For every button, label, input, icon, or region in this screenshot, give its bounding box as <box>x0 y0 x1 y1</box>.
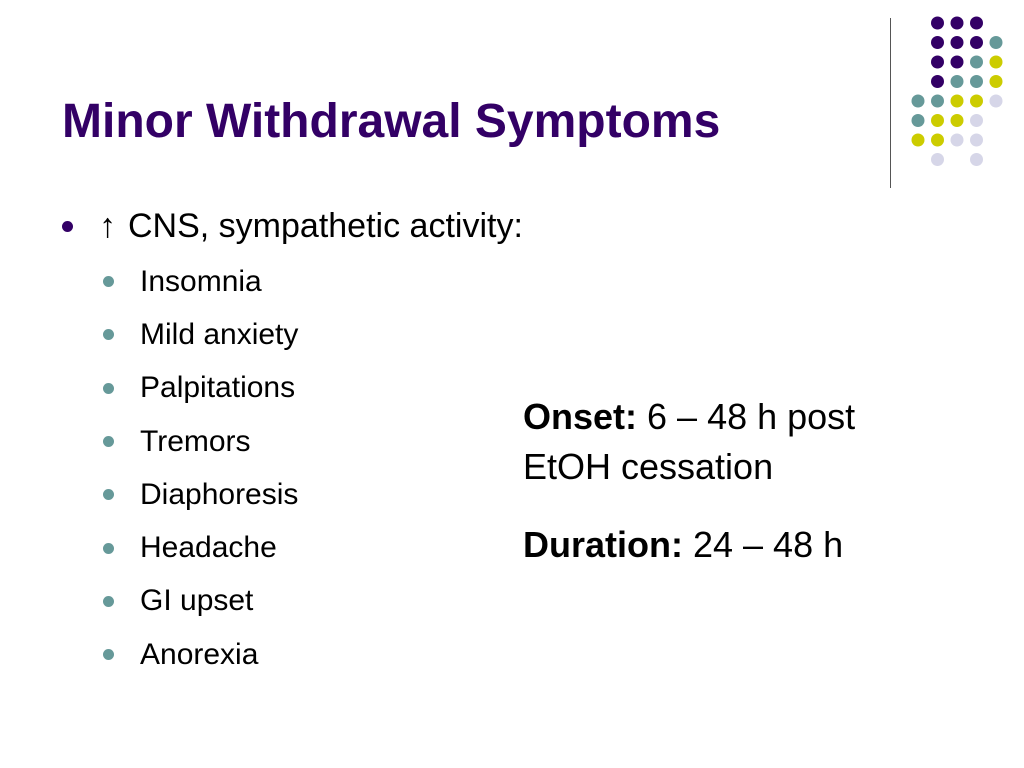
decor-dot-teal <box>912 114 925 127</box>
decor-dot-purple <box>970 17 983 30</box>
decor-dot-teal <box>931 95 944 108</box>
symptom-text: GI upset <box>140 584 254 618</box>
symptom-text: Headache <box>140 531 277 565</box>
decor-dot-lavender <box>970 153 983 166</box>
decor-dot-yellow <box>951 95 964 108</box>
decor-dot-teal <box>912 95 925 108</box>
symptom-text: Insomnia <box>140 264 262 298</box>
decor-dot-yellow <box>990 75 1003 88</box>
symptom-list <box>103 255 298 681</box>
sub-bullet-marker <box>103 276 114 287</box>
list-item <box>103 308 298 361</box>
symptom-text: Mild anxiety <box>140 317 299 351</box>
onset-value-line1: 6 – 48 h post <box>637 396 856 437</box>
decor-dot-teal <box>990 36 1003 49</box>
sub-bullet-marker <box>103 436 114 447</box>
decor-dot-lavender <box>951 134 964 147</box>
list-item <box>103 415 298 468</box>
decor-dot-purple <box>931 56 944 69</box>
decor-dot-purple <box>970 36 983 49</box>
sub-bullet-marker <box>103 596 114 607</box>
decor-dot-lavender <box>970 134 983 147</box>
decor-dot-yellow <box>931 114 944 127</box>
sub-bullet-marker <box>103 543 114 554</box>
sub-bullet-marker <box>103 489 114 500</box>
decor-dot-purple <box>931 17 944 30</box>
decor-dot-purple <box>931 75 944 88</box>
decor-dot-teal <box>951 75 964 88</box>
decor-dot-purple <box>951 56 964 69</box>
symptom-text: Diaphoresis <box>140 477 299 511</box>
list-item <box>103 362 298 415</box>
sub-bullet-marker <box>103 649 114 660</box>
duration-label: Duration: <box>523 524 683 565</box>
decor-dot-yellow <box>990 56 1003 69</box>
onset-duration-box <box>523 392 963 570</box>
slide-title: Minor Withdrawal Symptoms <box>62 95 721 148</box>
symptom-text: Anorexia <box>140 637 259 671</box>
main-bullet-marker <box>62 221 73 232</box>
decor-dot-lavender <box>970 114 983 127</box>
symptom-text: Tremors <box>140 424 251 458</box>
decor-dot-teal <box>970 75 983 88</box>
list-item <box>103 521 298 574</box>
list-item <box>103 468 298 521</box>
up-arrow-icon: ↑ <box>99 206 116 245</box>
list-item <box>103 575 298 628</box>
sub-bullet-marker <box>103 329 114 340</box>
decor-dot-purple <box>931 36 944 49</box>
onset-value-line2: EtOH cessation <box>523 446 774 487</box>
decor-dot-purple <box>951 17 964 30</box>
main-bullet <box>62 203 523 249</box>
onset-label: Onset: <box>523 396 638 437</box>
symptom-text: Palpitations <box>140 371 296 405</box>
duration-text <box>523 520 963 570</box>
onset-text <box>523 392 963 492</box>
decor-dot-purple <box>951 36 964 49</box>
list-item <box>103 628 298 681</box>
decor-dot-yellow <box>970 95 983 108</box>
decorative-dot-grid <box>0 0 1024 200</box>
sub-bullet-marker <box>103 383 114 394</box>
list-item <box>103 255 298 308</box>
decor-dot-lavender <box>990 95 1003 108</box>
decor-dot-yellow <box>951 114 964 127</box>
decor-dot-lavender <box>931 153 944 166</box>
main-bullet-text: CNS, sympathetic activity: <box>128 206 523 245</box>
decor-dot-yellow <box>931 134 944 147</box>
duration-value: 24 – 48 h <box>682 524 844 565</box>
decor-dot-yellow <box>912 134 925 147</box>
decor-dot-teal <box>970 56 983 69</box>
